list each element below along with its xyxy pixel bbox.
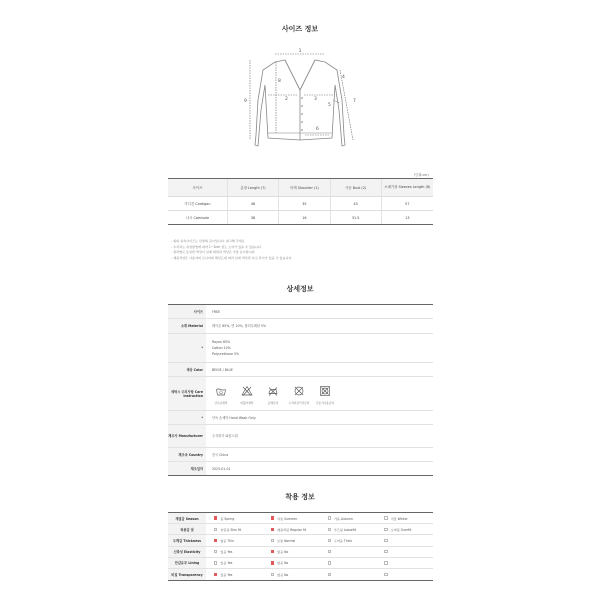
material-line: Polyurethane 5% <box>212 352 240 356</box>
diagram-label-5: 5 <box>328 103 331 108</box>
wear-option <box>320 558 377 568</box>
wear-option <box>206 558 263 568</box>
wear-option <box>263 547 320 557</box>
detail-label: 세탁시 주의사항 Care Instruction <box>168 377 206 410</box>
hand-wash-icon <box>215 385 227 397</box>
wear-option-label: 봄 Spring <box>220 516 235 521</box>
size-note: - 컬러별로 동일한 색상이 실제 화면과 색상은 가장 유사합니다 <box>171 250 255 255</box>
wear-option <box>206 524 263 534</box>
wear-option-label: 레귤러핏 Regular fit <box>277 527 307 532</box>
size-row-name: 나시 Camisole <box>168 211 227 225</box>
no-iron-icon <box>267 385 279 397</box>
checkbox-icon <box>214 539 217 542</box>
checkbox-icon <box>214 573 217 576</box>
wear-option <box>320 535 377 545</box>
table-row <box>168 197 433 211</box>
checkbox-icon <box>271 539 274 542</box>
detail-row-maker <box>168 425 433 448</box>
checkbox-icon <box>271 573 274 576</box>
checkbox-icon <box>271 550 274 553</box>
detail-row-material <box>168 319 433 334</box>
detail-label: 제조사 Manufacturer <box>168 425 206 447</box>
detail-value: 주식회사 와룸스위 <box>212 434 238 438</box>
size-header-sleeve: 소매기장 Sleeves Length (8) <box>381 179 433 197</box>
size-header-bust: 가슴 Bust (2) <box>330 179 381 197</box>
checkbox-icon <box>384 516 387 519</box>
wear-option <box>206 569 263 580</box>
no-bleach-icon <box>241 385 253 397</box>
table-row <box>168 535 433 546</box>
material-line: Cotton 10% <box>212 346 231 350</box>
wear-label: 안감유무 Lining <box>168 558 206 568</box>
wear-option <box>376 547 433 557</box>
wear-option-label: 없음 No <box>277 561 289 566</box>
detail-label: 사이즈 <box>168 305 206 318</box>
checkbox-icon <box>328 573 331 576</box>
wear-option <box>320 569 377 580</box>
checkbox-icon <box>328 516 331 519</box>
wear-label: 착용감 핏 <box>168 524 206 534</box>
wear-option <box>320 513 377 523</box>
wear-option-label: 있음 Yes <box>220 573 233 578</box>
detail-row-size <box>168 305 433 319</box>
size-cell: 38 <box>227 211 278 225</box>
wear-option <box>206 513 263 523</box>
size-notes <box>171 239 292 261</box>
diagram-label-6: 6 <box>316 127 319 132</box>
wear-option-label: 오버핏 Overfit <box>390 527 412 532</box>
size-cell: 31.5 <box>330 211 381 225</box>
wear-option <box>376 558 433 568</box>
checkbox-icon <box>384 550 387 553</box>
care-item: 표백금지 <box>264 385 282 406</box>
checkbox-icon <box>384 539 387 542</box>
wear-option-label: 있음 Yes <box>220 550 233 555</box>
no-dry-clean-icon <box>293 385 305 397</box>
wear-option-label: 슬림핏 Slim fit <box>220 527 242 532</box>
wear-option <box>376 535 433 545</box>
no-tumble-dry-icon <box>319 385 331 397</box>
checkbox-icon <box>384 573 387 576</box>
checkbox-icon <box>384 528 387 531</box>
wear-label: 신축성 Elasticity <box>168 547 206 557</box>
wear-option <box>263 513 320 523</box>
wear-option <box>263 569 320 580</box>
wear-section-title: 착용 정보 <box>285 493 315 501</box>
size-cell: 57 <box>381 197 433 211</box>
table-row <box>168 513 433 524</box>
table-row <box>168 547 433 558</box>
wear-label: 계절감 Season <box>168 513 206 523</box>
diagram-label-8: 8 <box>278 79 281 84</box>
diagram-label-2: 2 <box>285 97 288 102</box>
checkbox-icon <box>214 528 217 531</box>
checkbox-icon <box>271 561 274 564</box>
wear-option-label: 두꺼움 Thick <box>333 538 353 543</box>
diagram-label-9: 9 <box>244 99 247 104</box>
size-cell: 43 <box>330 197 381 211</box>
unit-label: (단위:cm) <box>414 173 429 177</box>
detail-row-material-en <box>168 334 433 363</box>
detail-value <box>206 334 433 362</box>
cardigan-size-diagram <box>230 40 370 160</box>
care-item: 비활기세탁 <box>238 385 256 406</box>
checkbox-icon <box>328 539 331 542</box>
detail-table <box>168 304 433 476</box>
table-row <box>168 211 433 225</box>
detail-value: 단독 손세탁 Hand Wash Only <box>212 415 256 420</box>
wear-option-label: 겨울 Winter <box>390 516 408 521</box>
size-note: - 제품색상은 사용자의 모니터의 해상도에 따라 실제 색상과 다소 차이가 있을 수 있습니다 <box>171 255 292 260</box>
wear-option-label: 보통 Normal <box>277 538 296 543</box>
wear-option <box>320 547 377 557</box>
detail-value: BEIGE / BLUE <box>212 367 233 372</box>
wear-option <box>320 524 377 534</box>
wear-option <box>206 535 263 545</box>
wear-option <box>263 535 320 545</box>
care-item: 단독손세탁 <box>212 385 230 406</box>
detail-label: 소재 Material <box>168 319 206 333</box>
checkbox-icon <box>328 561 331 564</box>
wear-option <box>376 569 433 580</box>
wear-option-label: 없음 No <box>277 550 289 555</box>
wear-option <box>206 547 263 557</box>
detail-row-color <box>168 363 433 377</box>
care-item: 건조기사용금지 <box>316 385 334 406</box>
wear-option <box>263 558 320 568</box>
detail-label: 제조국 Country <box>168 448 206 461</box>
wear-table <box>168 512 433 581</box>
size-header-shoulder: 어깨 Shoulder (1) <box>279 179 331 197</box>
wear-option-label: 여름 Summer <box>277 516 298 521</box>
size-section-title: 사이즈 정보 <box>281 25 319 33</box>
table-row <box>168 524 433 535</box>
size-cell: 35 <box>279 197 331 211</box>
size-header-size: 사이즈 <box>168 179 227 197</box>
checkbox-icon <box>328 550 331 553</box>
wear-label: 두께감 Thickness <box>168 535 206 545</box>
wear-option-label: 루즈핏 Loosefit <box>333 527 356 532</box>
detail-label: * <box>168 411 206 424</box>
detail-value: 2025-01-01 <box>212 466 231 471</box>
detail-value: 중국 China <box>212 452 229 457</box>
size-cell: 16 <box>279 211 331 225</box>
size-row-name: 가디건 Cardigan <box>168 197 227 211</box>
diagram-label-3: 3 <box>314 97 317 102</box>
care-icons <box>212 382 433 406</box>
detail-row-care <box>168 377 433 411</box>
table-row <box>168 558 433 569</box>
diagram-label-4: 4 <box>342 75 345 80</box>
size-cell: 13 <box>381 211 433 225</box>
detail-label: * <box>168 334 206 362</box>
wear-option <box>376 524 433 534</box>
checkbox-icon <box>384 561 387 564</box>
detail-label: 제조일자 <box>168 462 206 475</box>
checkbox-icon <box>328 528 331 531</box>
checkbox-icon <box>271 528 274 531</box>
wear-option <box>263 524 320 534</box>
diagram-label-7: 7 <box>353 99 356 104</box>
wear-option <box>376 513 433 523</box>
wear-option-label: 없음 No <box>277 573 289 578</box>
size-header-length: 총장 Length (7) <box>227 179 278 197</box>
material-line: Rayon 85% <box>212 340 231 344</box>
wear-option-label: 얇음 Thin <box>220 538 235 543</box>
checkbox-icon <box>214 550 217 553</box>
detail-section-title: 상세정보 <box>286 285 314 293</box>
diagram-label-1: 1 <box>298 49 302 54</box>
size-table <box>168 178 433 225</box>
size-note: - 수치치는 측정방법에 따라 1~3cm 정도 오차가 있을 수 있습니다 <box>171 244 261 249</box>
detail-row-care-note <box>168 411 433 425</box>
table-row <box>168 569 433 580</box>
detail-label: 색상 Color <box>168 363 206 376</box>
checkbox-icon <box>214 561 217 564</box>
size-note: - 위의 실측사이즈는 단면의 길이입니다. 참고해 주세요 <box>171 239 245 243</box>
size-cell: 48 <box>227 197 278 211</box>
detail-value: 레이온 85%, 면 10%, 폴리우레탄 5% <box>212 324 267 328</box>
size-table-header <box>168 179 433 197</box>
wear-option-label: 가을 Autumn <box>333 516 354 521</box>
detail-value: FREE <box>212 309 221 314</box>
checkbox-icon <box>214 516 217 519</box>
checkbox-icon <box>271 516 274 519</box>
wear-option-label: 있음 Yes <box>220 561 233 566</box>
wear-label: 비침 Transparency <box>168 569 206 580</box>
care-item: 드라이클리닝금지 <box>290 385 308 406</box>
detail-row-country <box>168 448 433 462</box>
detail-row-date <box>168 462 433 475</box>
